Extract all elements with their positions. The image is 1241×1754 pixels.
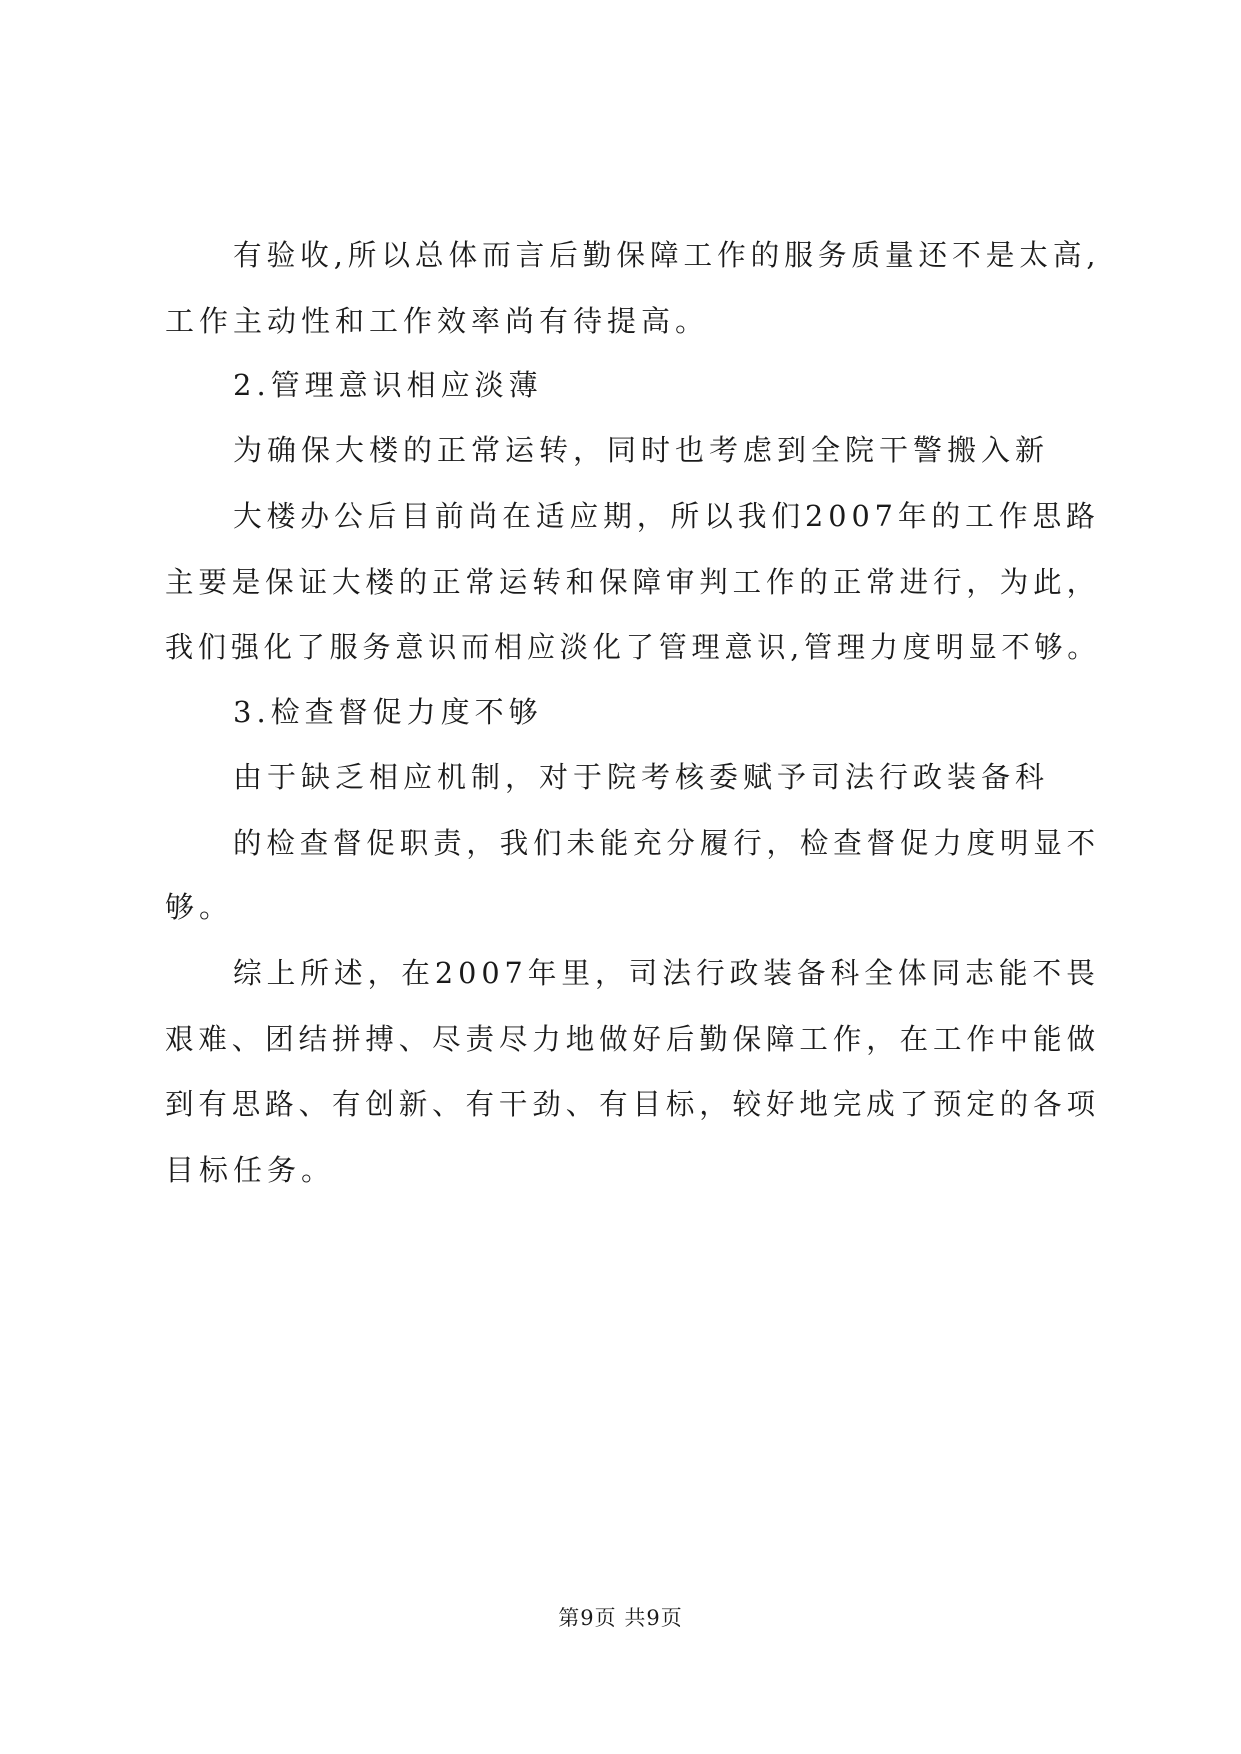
body-line: 为确保大楼的正常运转，同时也考虑到全院干警搬入新 xyxy=(233,433,1050,467)
body-line: 目标任务。 xyxy=(165,1153,336,1187)
body-line: 到有思路、有创新、有干劲、有目标，较好地完成了预定的各项 xyxy=(165,1087,1100,1121)
body-line: 的检查督促职责，我们未能充分履行，检查督促力度明显不 xyxy=(233,826,1101,860)
body-line: 大楼办公后目前尚在适应期，所以我们2007年的工作思路 xyxy=(233,499,1100,533)
body-line: 主要是保证大楼的正常运转和保障审判工作的正常进行，为此， xyxy=(165,565,1100,599)
body-line: 工作主动性和工作效率尚有待提高。 xyxy=(165,304,710,338)
body-line: 综上所述，在2007年里，司法行政装备科全体同志能不畏 xyxy=(233,956,1100,990)
body-line: 够。 xyxy=(165,890,234,924)
body-line: 艰难、团结拼搏、尽责尽力地做好后勤保障工作，在工作中能做 xyxy=(165,1022,1100,1056)
body-line: 由于缺乏相应机制，对于院考核委赋予司法行政装备科 xyxy=(233,760,1050,794)
body-line: 有验收,所以总体而言后勤保障工作的服务质量还不是太高, xyxy=(233,238,1101,272)
section-heading-2: 2.管理意识相应淡薄 xyxy=(233,368,543,402)
page-number-footer: 第9页 共9页 xyxy=(558,1606,683,1630)
body-line: 我们强化了服务意识而相应淡化了管理意识,管理力度明显不够。 xyxy=(165,630,1101,664)
section-heading-3: 3.检查督促力度不够 xyxy=(233,695,543,729)
